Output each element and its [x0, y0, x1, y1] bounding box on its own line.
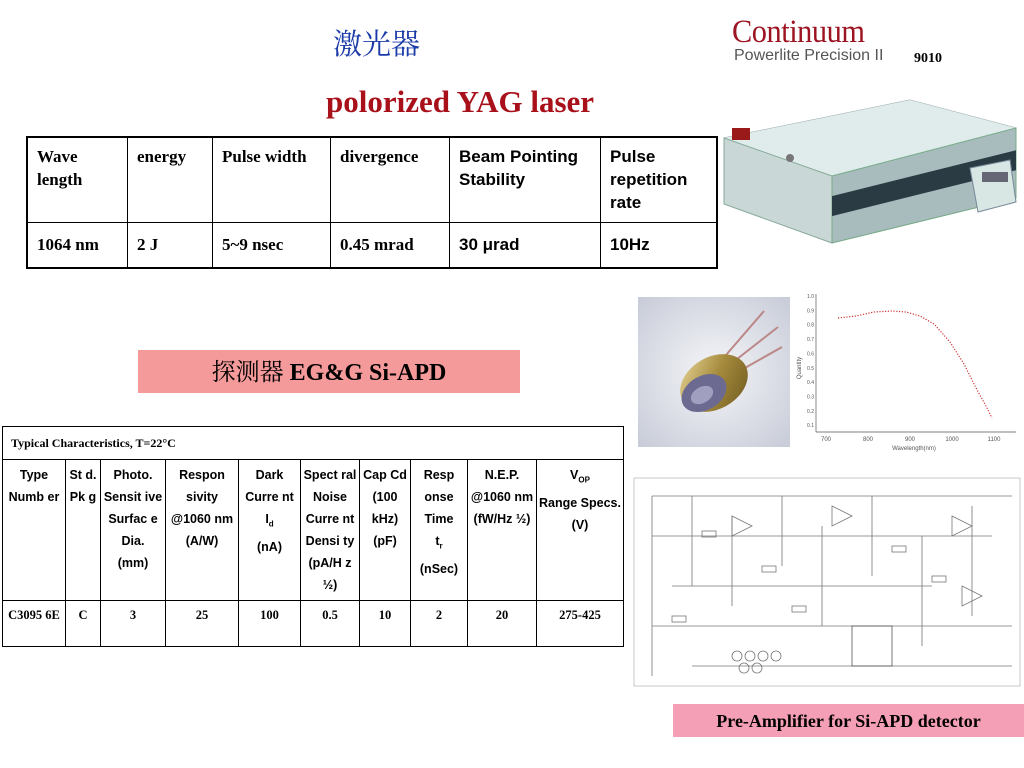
header-responsivity: Respon sivity @1060 nm (A/W) [166, 460, 239, 601]
laser-device-image [720, 98, 1020, 246]
table-header-row [27, 137, 717, 223]
graph-xtick-label: 700 [820, 437, 832, 443]
value-responsivity: 25 [166, 601, 239, 647]
header-beam-pointing: Beam Pointing Stability [450, 137, 601, 223]
graph-ytick-label: 0.6 [807, 351, 814, 358]
value-capacitance: 10 [360, 601, 411, 647]
brand-logo: Continuum [732, 14, 865, 50]
graph-ytick-label: 0.3 [807, 394, 814, 401]
detector-label-chinese: 探测器 [211, 358, 284, 386]
graph-ytick-label: 0.9 [807, 308, 814, 315]
header-response-time: Resp onse Time $t_r$ (nSec) [411, 460, 468, 601]
detector-section-label [138, 350, 520, 393]
graph-xtick-label: 1000 [945, 437, 959, 443]
graph-xtick-label: 800 [862, 437, 874, 443]
value-type-number: C3095 6E [3, 601, 66, 647]
header-dark-current: Dark Curre nt $I_d$ (nA) [239, 460, 301, 601]
graph-ytick-label: 0.5 [807, 365, 814, 372]
value-wavelength: 1064 nm [27, 223, 128, 269]
apd-spec-table [2, 426, 624, 647]
header-divergence: divergence [331, 137, 450, 223]
graph-ytick-label: 1.0 [807, 294, 814, 300]
value-rep-rate: 10Hz [601, 223, 718, 269]
brand-product-name: Powerlite Precision II [734, 47, 884, 64]
table-caption: Typical Characteristics, T=22°C [3, 427, 624, 460]
preamp-caption-label: Pre-Amplifier for Si-APD detector [673, 704, 1024, 737]
table-row [3, 601, 624, 647]
header-std-pkg: St d. Pk g [66, 460, 101, 601]
page-title-english: polorized YAG laser [326, 84, 595, 119]
graph-ytick-label: 0.4 [807, 380, 814, 387]
value-energy: 2 J [128, 223, 213, 269]
value-photo-sensitive-dia: 3 [101, 601, 166, 647]
header-capacitance: Cap Cd (100 kHz) (pF) [360, 460, 411, 601]
graph-ytick-label: 0.8 [807, 322, 814, 329]
graph-ytick-label: 0.7 [807, 337, 814, 344]
preamp-circuit-diagram [632, 476, 1024, 690]
value-beam-pointing: 30 μrad [450, 223, 601, 269]
value-pulse-width: 5~9 nsec [213, 223, 331, 269]
table-row [27, 223, 717, 269]
header-vop-range: $V_{OP}$ Range Specs. (V) [537, 460, 624, 601]
graph-xtick-label: 900 [904, 437, 916, 443]
detector-label-english: EG&G Si-APD [289, 360, 447, 386]
table-header-row [3, 460, 624, 601]
graph-ylabel: Quantity [797, 356, 803, 380]
header-type-number: Type Numb er [3, 460, 66, 601]
value-vop-range: 275-425 [537, 601, 624, 647]
value-divergence: 0.45 mrad [331, 223, 450, 269]
graph-xlabel: Wavelength(nm) [892, 446, 936, 452]
header-photo-sensitive-dia: Photo. Sensit ive Surfac e Dia. (mm) [101, 460, 166, 601]
graph-ytick-label: 0.1 [807, 423, 814, 430]
value-std-pkg: C [66, 601, 101, 647]
header-pulse-width: Pulse width [213, 137, 331, 223]
brand-model-number: 9010 [914, 51, 942, 66]
laser-spec-table [26, 136, 718, 269]
graph-curve [838, 311, 992, 418]
value-response-time: 2 [411, 601, 468, 647]
value-noise-current-density: 0.5 [301, 601, 360, 647]
header-rep-rate: Pulse repetition rate [601, 137, 718, 223]
header-noise-current-density: Spect ral Noise Curre nt Densi ty (pA/H z ½) [301, 460, 360, 601]
graph-xtick-label: 1100 [987, 437, 1001, 443]
page-title-chinese: 激光器 [333, 27, 421, 61]
apd-detector-photo [638, 297, 790, 447]
header-energy: energy [128, 137, 213, 223]
graph-ytick-label: 0.2 [807, 408, 814, 415]
header-nep: N.E.P. @1060 nm (fW/Hz ½) [468, 460, 537, 601]
value-dark-current: 100 [239, 601, 301, 647]
header-wavelength: Wave length [27, 137, 128, 223]
spectral-response-graph [794, 290, 1022, 452]
value-nep: 20 [468, 601, 537, 647]
